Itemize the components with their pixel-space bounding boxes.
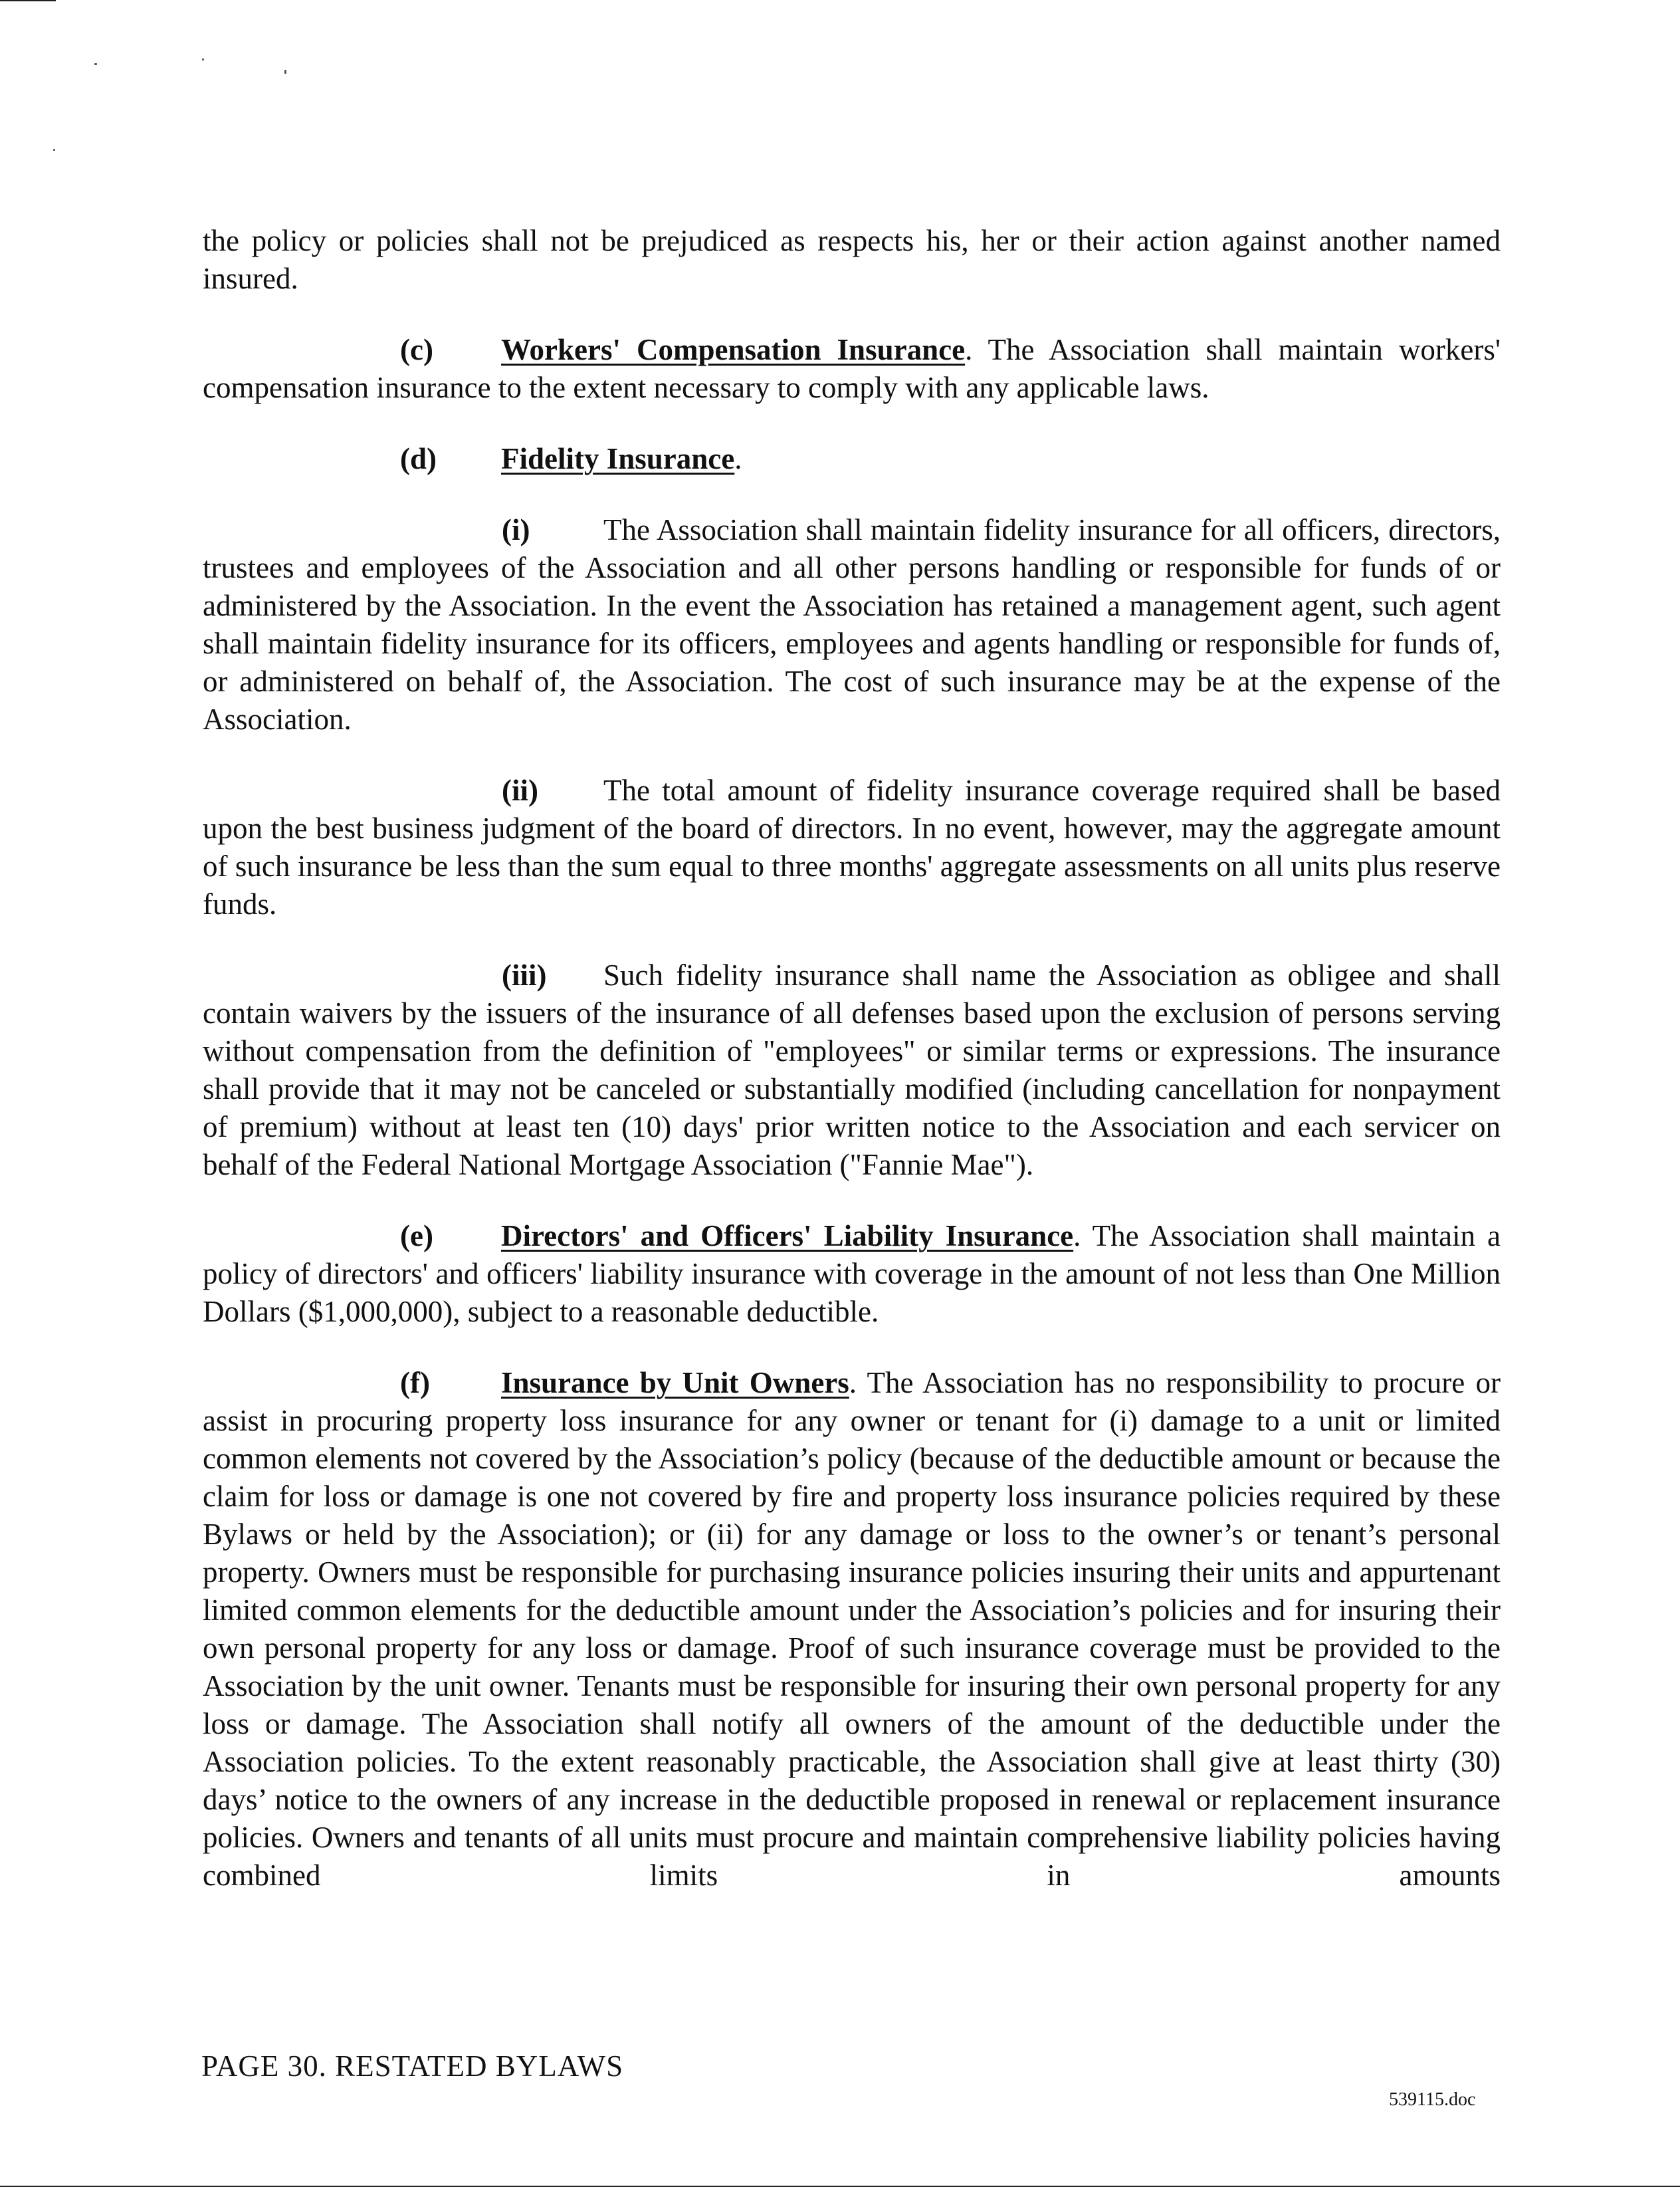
section-heading: Insurance by Unit Owners <box>501 1366 849 1399</box>
subsection-d-iii <box>203 957 1501 1184</box>
scan-speck <box>284 70 286 74</box>
paragraph-text: . <box>734 442 742 475</box>
paragraph-text: The total amount of fidelity insurance coverage required shall be based upon the best business judgment of the board of directors. In no event, however, may the aggregate amount of such insurance be less than the sum equal to three months' aggregate assessments on all units plus reserve funds. <box>203 774 1501 921</box>
section-f-insurance-by-unit-owners <box>203 1364 1501 1895</box>
scan-edge-bottom <box>0 2186 1680 2187</box>
subsection-label: (iii) <box>502 959 547 992</box>
paragraph-text: Such fidelity insurance shall name the Association as obligee and shall contain waivers by the issuers of the insurance of all defenses based upon the exclusion of persons serving without compensation from the definition of "employees" or similar terms or expressions. The insurance shall provide that it may not be canceled or substantially modified (including cancellation for nonpayment of premium) without at least ten (10) days' prior written notice to the Association and each servicer on behalf of the Federal National Mortgage Association ("Fannie Mae"). <box>203 959 1501 1181</box>
paragraph-text: . The Association shall maintain a policy of directors' and officers' liability insurance with coverage in the amount of not less than One Million Dollars ($1,000,000), subject to a reasonable deductible. <box>203 1219 1501 1328</box>
paragraph-text: . The Association has no responsibility to procure or assist in procuring property loss insurance for any owner or tenant for (i) damage to a unit or limited common elements not covered by the Association’s policy (because of the deductible amount or because the claim for loss or damage is one not covered by fire and property loss insurance policies required by these Bylaws or held by the Association); or (ii) for any damage or loss to the owner’s or tenant’s personal property. Owners must be responsible for purchasing insurance policies insuring their units and appurtenant limited common elements for the deductible amount under the Association’s policies and for insuring their own personal property for any loss or damage. Proof of such insurance coverage must be provided to the Association by the unit owner. Tenants must be responsible for insuring their own personal property for any loss or damage. The Association shall notify all owners of the amount of the deductible under the Association policies. To the extent reasonably practicable, the Association shall give at least thirty (30) days’ notice to the owners of any increase in the deductible proposed in renewal or replacement insurance policies. Owners and tenants of all units must procure and maintain comprehensive liability policies having combined limits in amounts <box>203 1366 1501 1892</box>
subsection-d-i <box>203 511 1501 739</box>
page-footer-label: PAGE 30. RESTATED BYLAWS <box>201 2049 624 2083</box>
subsection-label: (ii) <box>502 774 538 807</box>
section-c-workers-compensation <box>203 331 1501 407</box>
paragraph-text: The Association shall maintain fidelity insurance for all officers, directors, trustees and employees of the Association and all other persons handling or responsible for funds of or administered by the Association. In the event the Association has retained a management agent, such agent shall maintain fidelity insurance for its officers, employees and agents handling or responsible for funds of, or administered on behalf of, the Association. The cost of such insurance may be at the expense of the Association. <box>203 513 1501 736</box>
section-heading: Directors' and Officers' Liability Insurance <box>501 1219 1074 1252</box>
scan-edge-top <box>0 0 56 1</box>
section-heading: Fidelity Insurance <box>501 442 735 475</box>
scan-speck <box>94 63 97 65</box>
paragraph-continuation <box>203 222 1501 298</box>
section-e-directors-officers-liability <box>203 1217 1501 1331</box>
section-label: (f) <box>400 1366 430 1399</box>
document-body <box>203 222 1501 1928</box>
section-label: (c) <box>400 333 433 366</box>
scan-speck <box>202 58 204 60</box>
section-label: (e) <box>400 1219 433 1252</box>
paragraph-text: the policy or policies shall not be prejudiced as respects his, her or their action against another named insured. <box>203 224 1501 295</box>
section-d-fidelity-insurance <box>203 440 1501 478</box>
scan-speck <box>53 149 55 151</box>
subsection-label: (i) <box>502 513 530 546</box>
paragraph-text: . The Association shall maintain workers' compensation insurance to the extent necessary to comply with any applicable laws. <box>203 333 1501 404</box>
subsection-d-ii <box>203 772 1501 923</box>
section-heading: Workers' Compensation Insurance <box>501 333 966 366</box>
file-name-label: 539115.doc <box>1389 2089 1476 2110</box>
section-label: (d) <box>400 442 437 475</box>
